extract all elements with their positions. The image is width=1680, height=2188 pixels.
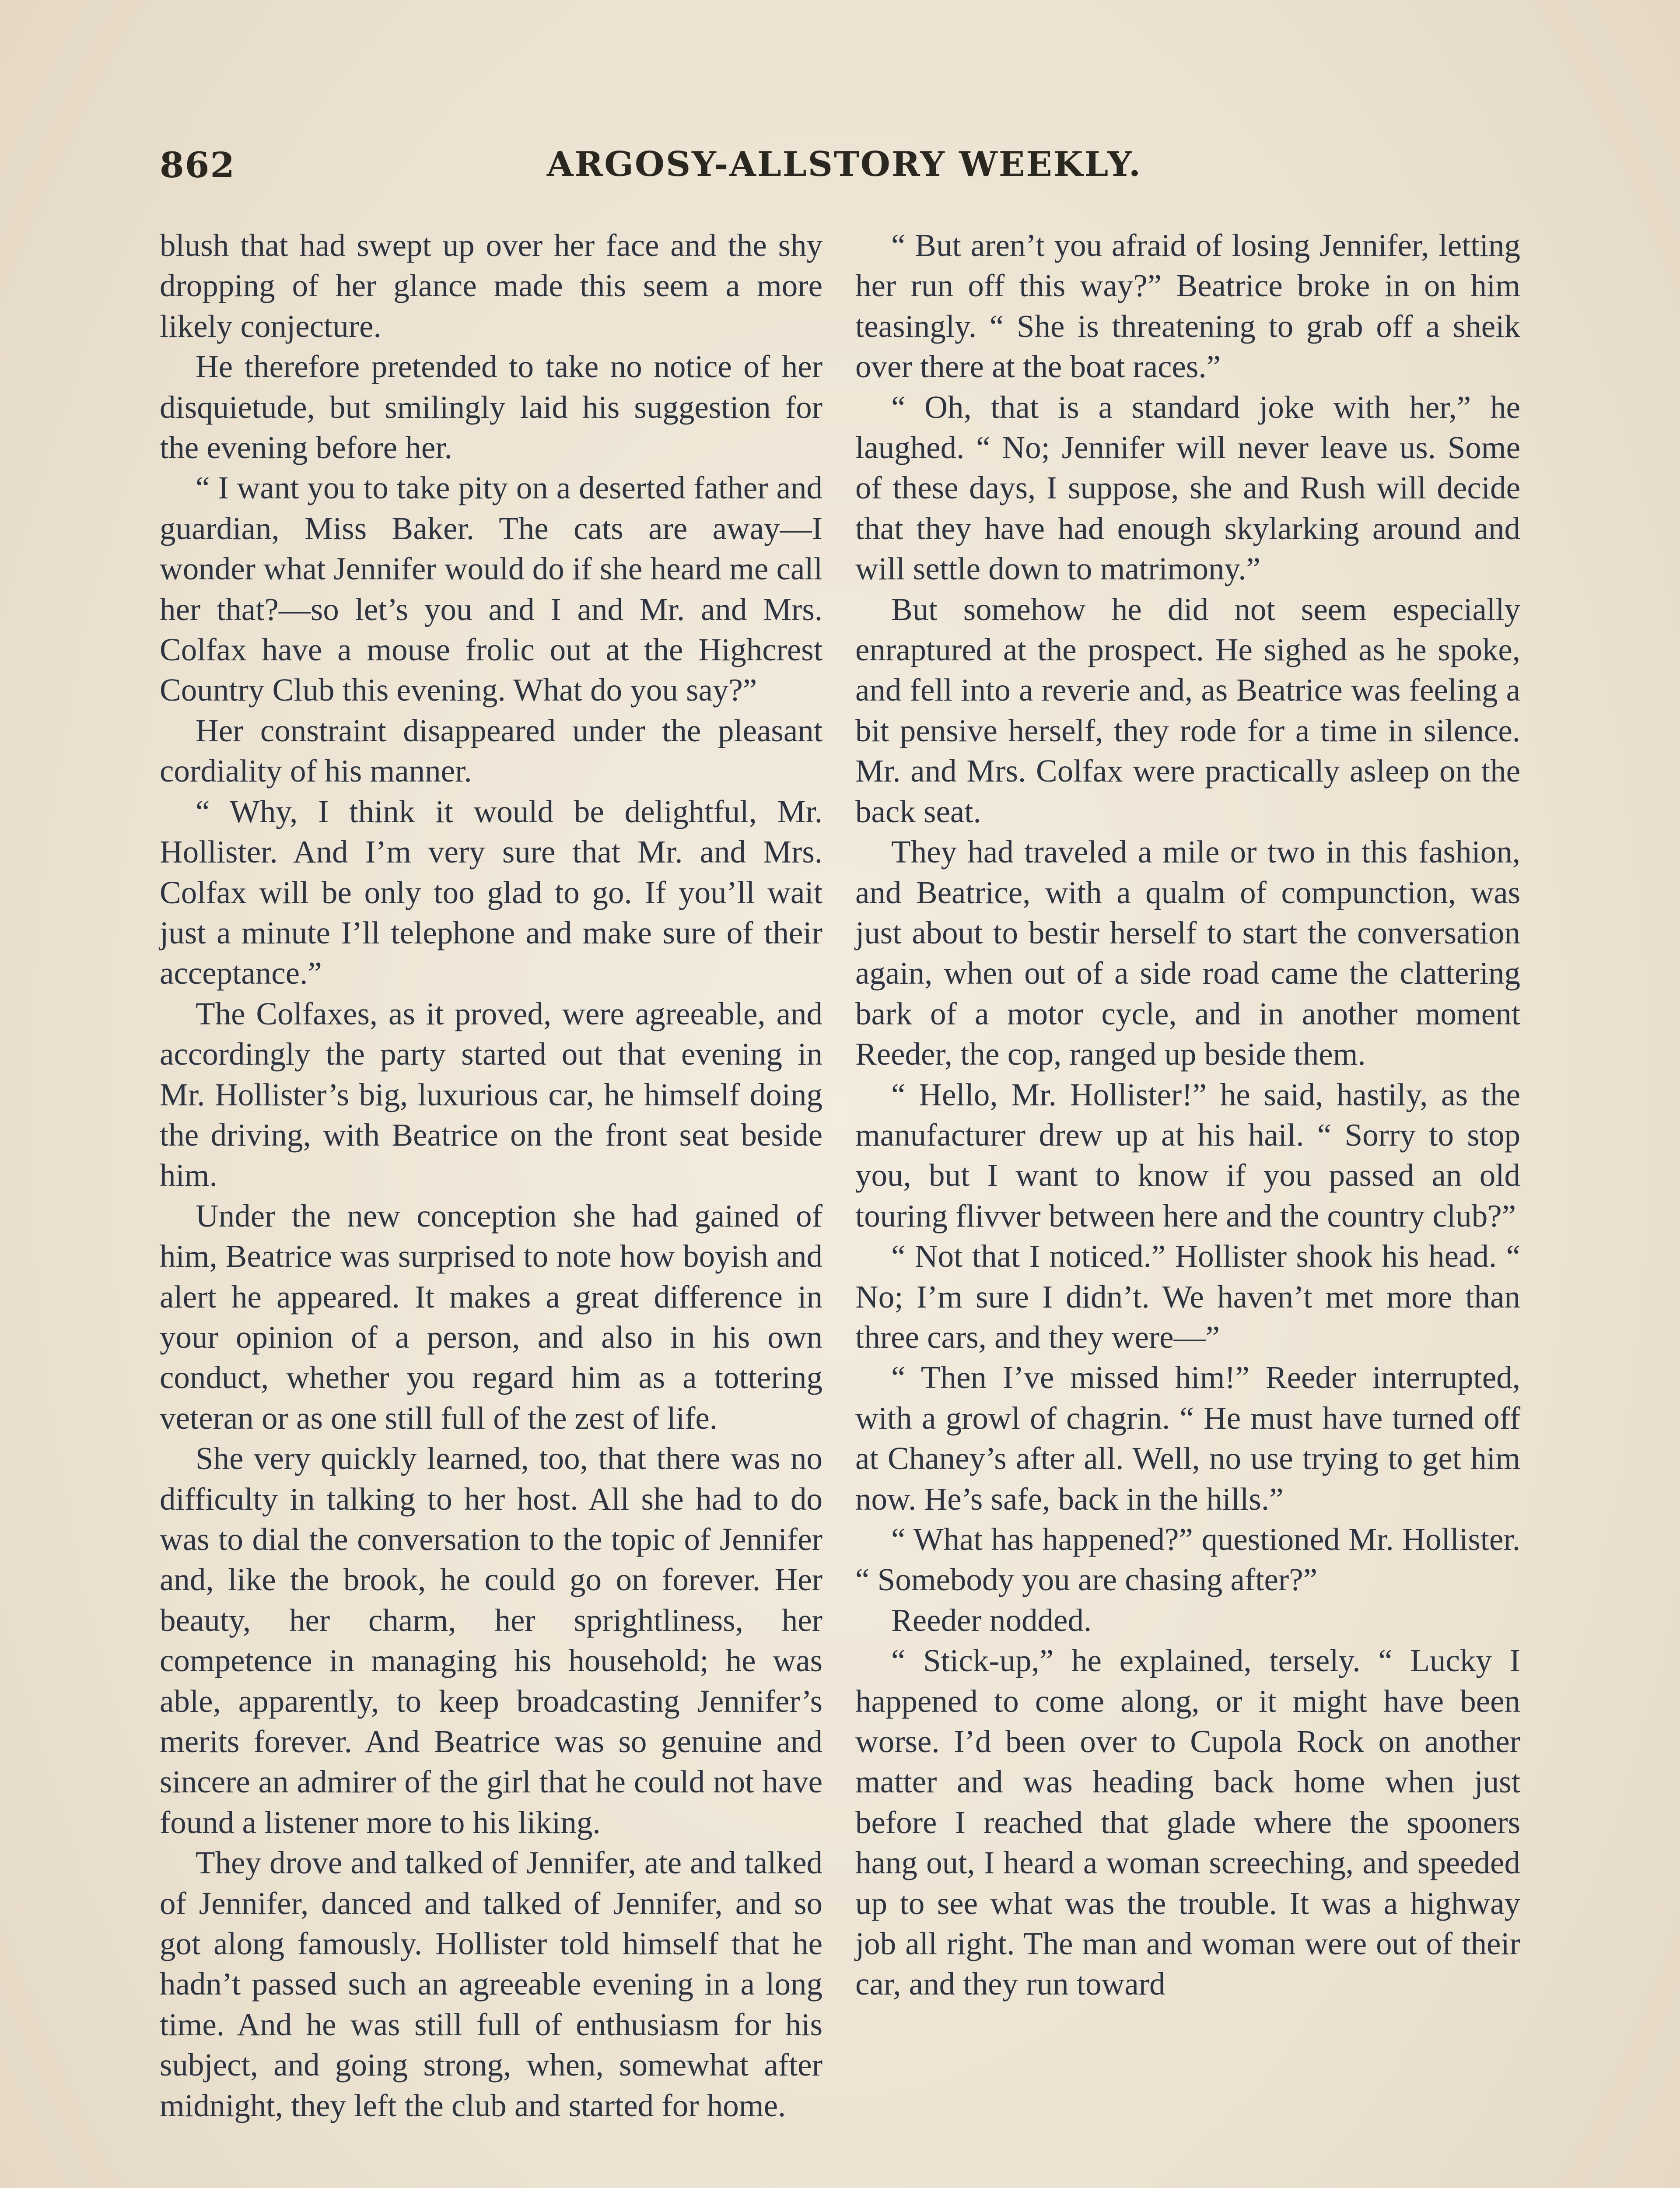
paragraph: “ Then I’ve missed him!” Reeder interrupted, with a growl of chagrin. “ He must have turned off at Chaney’s after all. Well, no use trying to get him now. He’s safe, back in the hills.” <box>855 1360 1520 1517</box>
left-text-column <box>160 225 822 2126</box>
paragraph: She very quickly learned, too, that there was no difficulty in talking to her host. All she had to do was to dial the conversation to the topic of Jennifer and, like the brook, he could go on forever. Her beauty, her charm, her sprightliness, her competence in managing his household; he was able, apparently, to keep broadcasting Jennifer’s merits forever. And Beatrice was so genuine and sincere an admirer of the girl that he could not have found a listener more to his liking. <box>160 1441 822 1840</box>
paragraph: But somehow he did not seem especially enraptured at the prospect. He sighed as he spoke, and fell into a reverie and, as Beatrice was feeling a bit pensive herself, they rode for a time in silence. Mr. and Mrs. Colfax were practically asleep on the back seat. <box>855 591 1520 829</box>
running-title: ARGOSY-ALLSTORY WEEKLY. <box>546 144 1142 184</box>
paragraph: “ What has happened?” questioned Mr. Hollister. “ Somebody you are chasing after?” <box>855 1522 1520 1598</box>
right-text-column <box>855 225 1520 2005</box>
paragraph: They had traveled a mile or two in this fashion, and Beatrice, with a qualm of compunction, was just about to bestir herself to start the conversation again, when out of a side road came the clattering bark of a motor cycle, and in another moment Reeder, the cop, ranged up beside them. <box>855 834 1520 1072</box>
paragraph: Reeder nodded. <box>891 1602 1092 1638</box>
paragraph: The Colfaxes, as it proved, were agreeable, and accordingly the party started out that evening in Mr. Hollister’s big, luxurious car, he himself doing the driving, with Beatrice on the front seat beside him. <box>160 996 822 1193</box>
paragraph: They drove and talked of Jennifer, ate and talked of Jennifer, danced and talked of Jennifer, and so got along famously. Hollister told himself that he hadn’t passed such an agreeable evening in a long time. And he was still full of enthusiasm for his subject, and going strong, when, somewhat after midnight, they left the club and started for home. <box>160 1845 822 2123</box>
paragraph: Under the new conception she had gained of him, Beatrice was surprised to note how boyish and alert he appeared. It makes a great difference in your opinion of a person, and also in his own conduct, whether you regard him as a tottering veteran or as one still full of the zest of life. <box>160 1198 822 1436</box>
paragraph: “ Hello, Mr. Hollister!” he said, hastily, as the manufacturer drew up at his hail. “ Sorry to stop you, but I want to know if you passed an old touring flivver between here and the country club?” <box>855 1076 1520 1234</box>
paragraph: blush that had swept up over her face and the shy dropping of her glance made this seem a more likely conjecture. <box>160 228 822 344</box>
paragraph: “ I want you to take pity on a deserted father and guardian, Miss Baker. The cats are away—I wonder what Jennifer would do if she heard me call her that?—so let’s you and I and Mr. and Mrs. Colfax have a mouse frolic out at the Highcrest Country Club this evening. What do you say?” <box>160 470 822 708</box>
paragraph: Her constraint disappeared under the pleasant cordiality of his manner. <box>160 712 822 789</box>
paragraph: “ Not that I noticed.” Hollister shook his head. “ No; I’m sure I didn’t. We haven’t met more than three cars, and they were—” <box>855 1238 1520 1355</box>
paragraph: He therefore pretended to take no notice of her disquietude, but smilingly laid his suggestion for the evening before her. <box>160 349 822 466</box>
paragraph: “ But aren’t you afraid of losing Jennifer, letting her run off this way?” Beatrice broke in on him teasingly. “ She is threatening to grab off a sheik over there at the boat races.” <box>855 228 1520 385</box>
paragraph: “ Why, I think it would be delightful, Mr. Hollister. And I’m very sure that Mr. and Mrs. Colfax will be only too glad to go. If you’ll wait just a minute I’ll telephone and make sure of their acceptance.” <box>160 793 822 991</box>
page-header <box>160 144 1529 201</box>
paragraph: “ Stick-up,” he explained, tersely. “ Lucky I happened to come along, or it might have been worse. I’d been over to Cupola Rock on another matter and was heading back home when just before I reached that glade where the spooners hang out, I heard a woman screeching, and speeded up to see what was the trouble. It was a highway job all right. The man and woman were out of their car, and they run toward <box>855 1643 1520 2002</box>
paragraph: “ Oh, that is a standard joke with her,” he laughed. “ No; Jennifer will never leave us. Some of these days, I suppose, she and Rush will decide that they have had enough skylarking around and will settle down to matrimony.” <box>855 389 1520 587</box>
page-number: 862 <box>160 144 235 186</box>
